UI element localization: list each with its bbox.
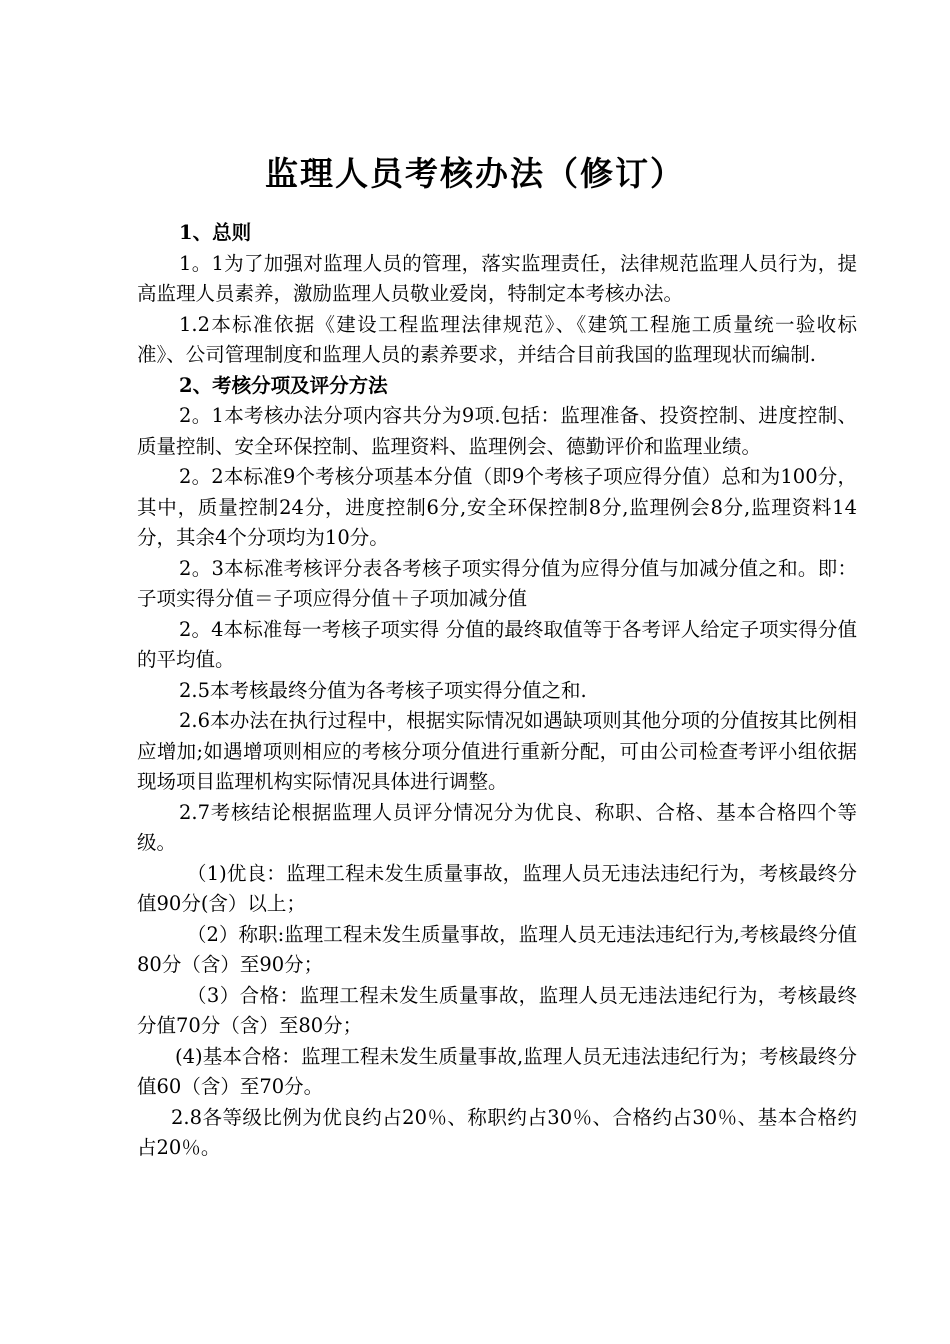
section-heading-general: 1、总则 bbox=[179, 221, 252, 244]
document-title: 监理人员考核办法（修订） bbox=[265, 154, 685, 193]
paragraph-2-2: 2。2本标准9个考核分项基本分值（即9个考核子项应得分值）总和为100分，其中，质量控制24分，进度控制6分,安全环保控制8分,监理例会8分,监理资料14分，其余4个分项均为10分。 bbox=[137, 465, 857, 549]
paragraph-1-1: 1。1为了加强对监理人员的管理，落实监理责任，法律规范监理人员行为，提高监理人员素养，激励监理人员敬业爱岗，特制定本考核办法。 bbox=[137, 251, 857, 305]
grade-competent: （2）称职:监理工程未发生质量事故，监理人员无违法违纪行为,考核最终分值80分（含）至90分； bbox=[137, 922, 857, 976]
paragraph-2-3: 2。3本标准考核评分表各考核子项实得分值为应得分值与加减分值之和。即：子项实得分值＝子项应得分值＋子项加减分值 bbox=[137, 556, 857, 610]
paragraph-2-8: 2.8各等级比例为优良约占20％、称职约占30％、合格约占30％、基本合格约占20％。 bbox=[137, 1105, 857, 1159]
grade-basically-qualified: (4)基本合格：监理工程未发生质量事故,监理人员无违法违纪行为；考核最终分值60（含）至70分。 bbox=[137, 1044, 857, 1098]
paragraph-1-2: 1.2本标准依据《建设工程监理法律规范》、《建筑工程施工质量统一验收标准》、公司管理制度和监理人员的素养要求，并结合目前我国的监理现状而编制. bbox=[137, 312, 857, 366]
section-heading-scoring: 2、考核分项及评分方法 bbox=[179, 373, 388, 397]
paragraph-2-7: 2.7考核结论根据监理人员评分情况分为优良、称职、合格、基本合格四个等级。 bbox=[137, 800, 857, 854]
paragraph-2-6: 2.6本办法在执行过程中，根据实际情况如遇缺项则其他分项的分值按其比例相应增加;如遇增项则相应的考核分项分值进行重新分配，可由公司检查考评小组依据现场项目监理机构实际情况具体进行调整。 bbox=[137, 709, 857, 793]
document-body bbox=[137, 218, 857, 1164]
paragraph-2-5: 2.5本考核最终分值为各考核子项实得分值之和. bbox=[179, 678, 587, 702]
paragraph-2-1: 2。1本考核办法分项内容共分为9项.包括：监理准备、投资控制、进度控制、质量控制、安全环保控制、监理资料、监理例会、德勤评价和监理业绩。 bbox=[137, 404, 857, 458]
paragraph-2-4: 2。4本标准每一考核子项实得 分值的最终取值等于各考评人给定子项实得分值的平均值。 bbox=[137, 617, 857, 671]
grade-qualified: （3）合格：监理工程未发生质量事故，监理人员无违法违纪行为，考核最终分值70分（含）至80分； bbox=[137, 983, 857, 1037]
grade-excellent: （1)优良：监理工程未发生质量事故，监理人员无违法违纪行为，考核最终分值90分(含）以上； bbox=[137, 861, 857, 915]
